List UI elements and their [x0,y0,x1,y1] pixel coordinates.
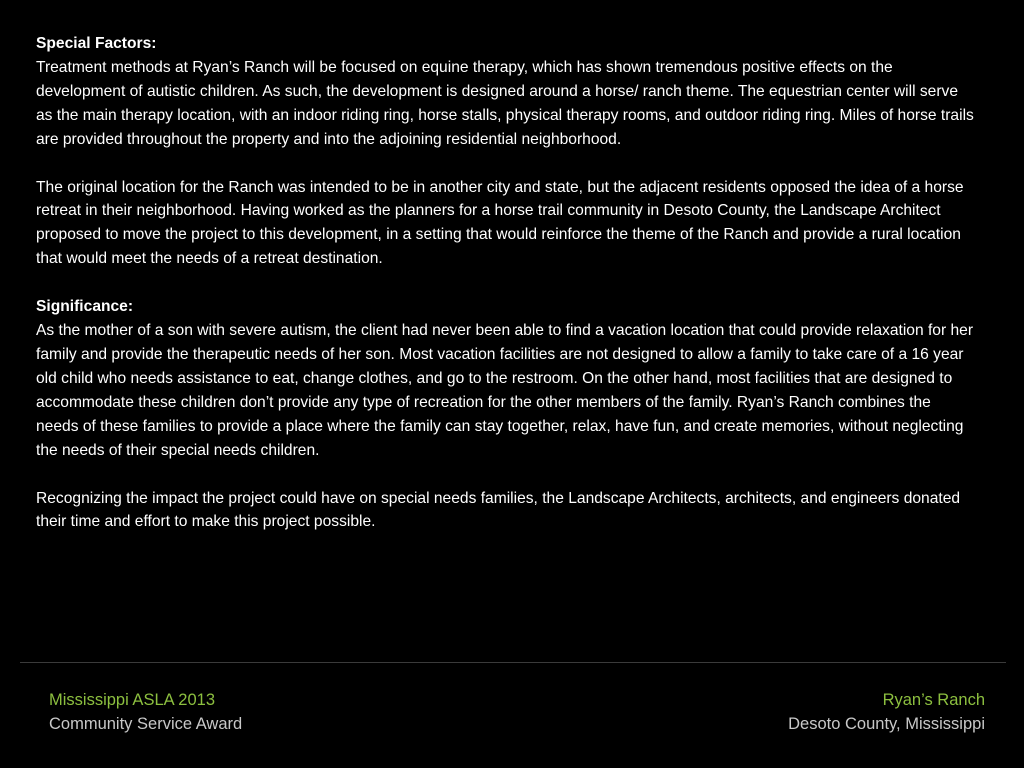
award-event: Mississippi ASLA 2013 [49,691,216,709]
paragraph-spacer [36,463,976,487]
significance-heading: Significance: [36,298,134,316]
special-factors-heading: Special Factors: [36,35,157,52]
significance-paragraph-2: Recognizing the impact the project could have on special needs families, the Landscape Architects, architects, and engineers donated their time and effort to make this project possible. [36,489,961,531]
project-name: Ryan’s Ranch [882,691,985,709]
slide-body [36,32,976,534]
special-factors-paragraph-2: The original location for the Ranch was intended to be in another city and state, but the adjacent residents opposed the idea of a horse retreat in their neighborhood. Having worked as the planners for a horse trail community in Desoto County, the Landscape Architect proposed to move the project to this development, in a setting that would reinforce the theme of the Ranch and provide a rural location that would meet the needs of a retreat destination. [36,178,964,268]
paragraph-spacer [36,152,976,176]
paragraph-spacer [36,271,976,295]
footer-award [49,688,242,736]
significance-paragraph-1: As the mother of a son with severe autism, the client had never been able to find a vacation location that could provide relaxation for her family and provide the therapeutic needs of her son. Most vacation facilities are not designed to allow a family to take care of a 16 year old child who needs assistance to eat, change clothes, and go to the restroom. On the other hand, most facilities that are designed to accommodate these children don’t provide any type of recreation for the other members of the family. Ryan’s Ranch combines the needs of these families to provide a place where the family can stay together, relax, have fun, and create memories, without neglecting the needs of their special needs children. [36,322,974,459]
special-factors-paragraph-1: Treatment methods at Ryan’s Ranch will be focused on equine therapy, which has shown tremendous positive effects on the development of autistic children. As such, the development is designed around a horse/ ranch theme. The equestrian center will serve as the main therapy location, with an indoor riding ring, horse stalls, physical therapy rooms, and outdoor riding ring. Miles of horse trails are provided throughout the property and into the adjoining residential neighborhood. [36,58,974,148]
award-name: Community Service Award [49,715,243,733]
footer-divider [20,662,1006,663]
project-location: Desoto County, Mississippi [788,715,985,733]
footer-project [788,688,985,736]
